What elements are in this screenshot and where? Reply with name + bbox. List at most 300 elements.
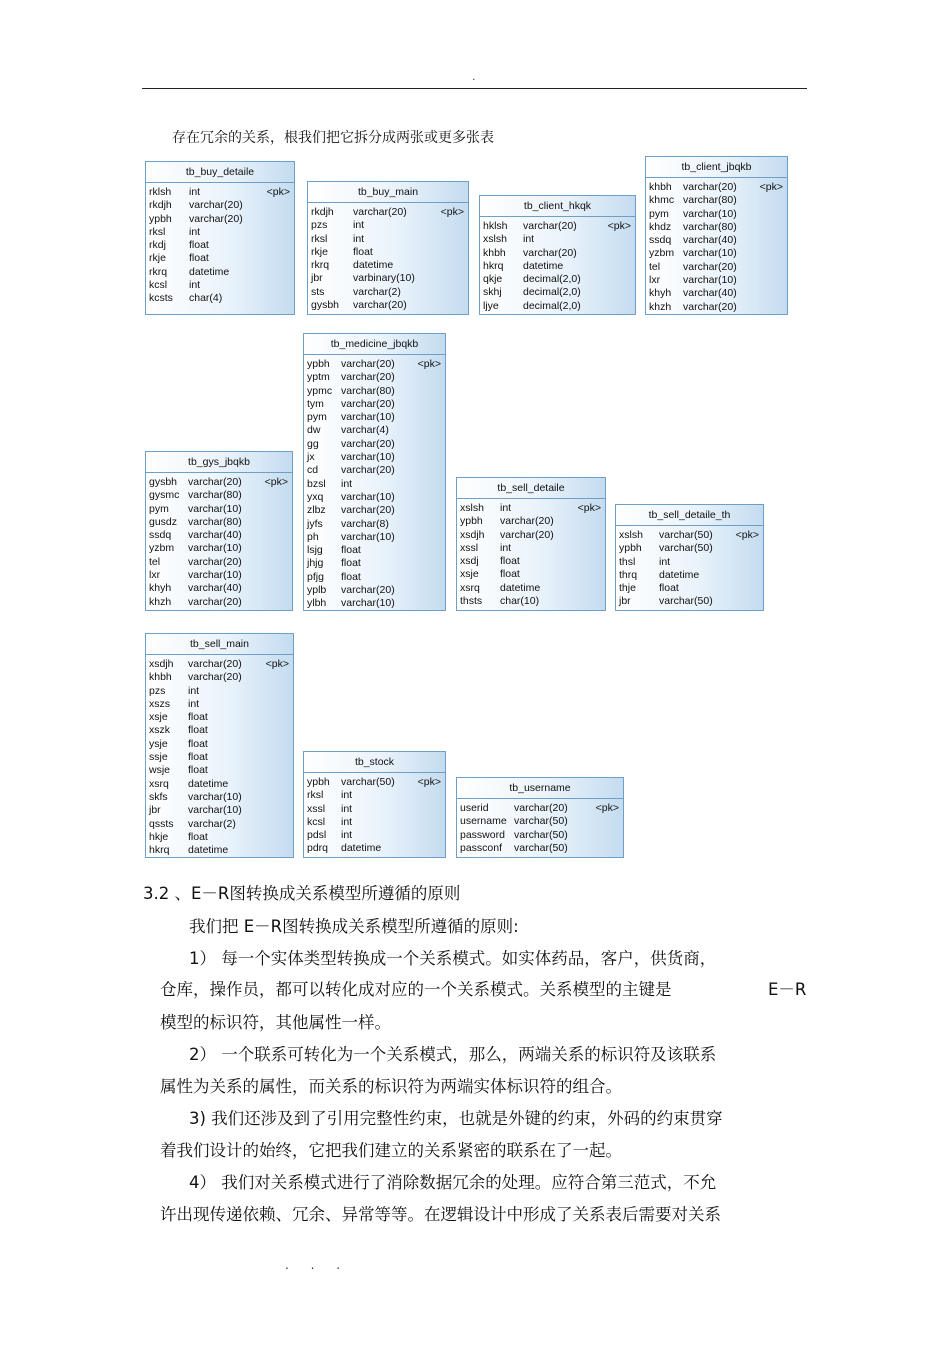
field-type: varchar(20) bbox=[189, 212, 243, 225]
table-row bbox=[149, 199, 290, 212]
field-name: pfjg bbox=[307, 570, 324, 583]
field-name: gysmc bbox=[149, 489, 180, 502]
field-name: xszk bbox=[149, 724, 170, 737]
table-row bbox=[649, 274, 783, 287]
field-type: varchar(10) bbox=[341, 411, 395, 424]
field-type: float bbox=[188, 751, 208, 764]
field-type: varchar(50) bbox=[659, 595, 713, 608]
field-name: pdrq bbox=[307, 842, 329, 855]
field-type: varchar(10) bbox=[341, 451, 395, 464]
field-type: int bbox=[189, 225, 201, 238]
p4-line2: 许出现传递依赖、冗余、异常等等。在逻辑设计中形成了关系表后需要对关系 bbox=[160, 1205, 721, 1224]
table-row bbox=[619, 529, 759, 542]
primary-key-marker: <pk> bbox=[417, 776, 441, 788]
table-row bbox=[311, 219, 464, 232]
primary-key-marker: <pk> bbox=[577, 502, 601, 514]
field-name: qssts bbox=[149, 817, 174, 830]
table-row bbox=[460, 815, 619, 828]
field-type: varchar(20) bbox=[523, 246, 577, 259]
field-type: varchar(2) bbox=[353, 285, 401, 298]
field-type: varchar(10) bbox=[341, 490, 395, 503]
table-row bbox=[460, 842, 619, 855]
field-type: datetime bbox=[353, 259, 394, 272]
field-name: yptm bbox=[307, 371, 330, 384]
field-name: khzh bbox=[149, 595, 172, 608]
field-name: xsje bbox=[149, 711, 168, 724]
table-row bbox=[483, 273, 631, 286]
field-type: float bbox=[341, 557, 361, 570]
table-title: tb_username bbox=[457, 778, 623, 799]
field-type: datetime bbox=[189, 265, 230, 278]
p2-line1: 2） 一个联系可转化为一个关系模式，那么，两端关系的标识符及该联系 bbox=[189, 1045, 717, 1064]
table-row bbox=[649, 221, 783, 234]
primary-key-marker: <pk> bbox=[265, 658, 289, 670]
field-name: qkje bbox=[483, 273, 503, 286]
field-type: varchar(10) bbox=[683, 207, 737, 220]
header-dot: . bbox=[472, 70, 476, 83]
field-name: skhj bbox=[483, 286, 502, 299]
field-name: xssl bbox=[460, 541, 479, 554]
table-tb-buy-main bbox=[307, 181, 469, 315]
field-type: datetime bbox=[523, 259, 564, 272]
field-type: varchar(20) bbox=[514, 802, 568, 814]
field-name: ssje bbox=[149, 751, 168, 764]
table-row bbox=[149, 516, 288, 529]
field-type: varchar(4) bbox=[341, 424, 389, 437]
field-type: varchar(20) bbox=[353, 299, 407, 312]
field-type: varchar(50) bbox=[514, 828, 568, 841]
field-name: rkdj bbox=[149, 239, 166, 252]
table-row bbox=[149, 844, 289, 857]
field-type: float bbox=[341, 544, 361, 557]
field-name: pzs bbox=[149, 684, 166, 697]
field-type: varchar(80) bbox=[683, 194, 737, 207]
field-type: varchar(50) bbox=[659, 542, 713, 555]
field-name: thje bbox=[619, 582, 636, 595]
table-row bbox=[307, 842, 441, 855]
table-row bbox=[307, 557, 441, 570]
table-tb-medicine-jbqkb bbox=[303, 333, 446, 611]
field-type: varchar(20) bbox=[341, 584, 395, 597]
field-type: int bbox=[189, 279, 201, 292]
field-type: float bbox=[188, 711, 208, 724]
field-name: khbh bbox=[149, 671, 172, 684]
table-row bbox=[149, 226, 290, 239]
header-rule bbox=[142, 88, 807, 89]
field-name: lsjg bbox=[307, 544, 323, 557]
p3-line2: 着我们设计的始终，它把我们建立的关系紧密的联系在了一起。 bbox=[160, 1141, 622, 1160]
table-row bbox=[307, 398, 441, 411]
field-type: decimal(2,0) bbox=[523, 299, 581, 312]
field-name: jbr bbox=[619, 595, 631, 608]
field-name: rklsh bbox=[149, 186, 172, 198]
field-type: varchar(20) bbox=[341, 397, 395, 410]
field-type: varchar(10) bbox=[188, 804, 242, 817]
field-type: datetime bbox=[341, 842, 382, 855]
field-type: char(4) bbox=[189, 292, 223, 305]
field-type: varchar(50) bbox=[514, 841, 568, 854]
field-name: rkje bbox=[149, 252, 166, 265]
p1-line3: 模型的标识符，其他属性一样。 bbox=[160, 1013, 391, 1032]
field-type: varchar(2) bbox=[188, 817, 236, 830]
field-name: xsrq bbox=[149, 777, 169, 790]
field-name: rkdjh bbox=[149, 199, 172, 212]
field-type: int bbox=[341, 477, 353, 490]
table-title: tb_sell_detaile bbox=[457, 478, 605, 499]
table-title: tb_sell_detaile_th bbox=[616, 505, 763, 526]
section-intro: 我们把 E－R图转换成关系模型所遵循的原则: bbox=[189, 917, 519, 936]
field-type: varchar(20) bbox=[188, 555, 242, 568]
table-title: tb_sell_main bbox=[146, 634, 293, 655]
field-type: int bbox=[341, 829, 353, 842]
table-row bbox=[149, 279, 290, 292]
table-row bbox=[649, 247, 783, 260]
field-type: varchar(20) bbox=[188, 671, 242, 684]
table-tb-buy-detaile bbox=[145, 161, 295, 315]
table-row bbox=[649, 301, 783, 314]
table-row bbox=[149, 711, 289, 724]
field-type: varchar(50) bbox=[341, 776, 395, 788]
field-name: xsdj bbox=[460, 555, 479, 568]
table-row bbox=[619, 569, 759, 582]
field-name: gusdz bbox=[149, 515, 178, 528]
field-type: varchar(20) bbox=[683, 300, 737, 313]
table-tb-client-jbqkb bbox=[645, 156, 788, 315]
field-name: xsje bbox=[460, 568, 479, 581]
table-row bbox=[149, 738, 289, 751]
field-type: varchar(8) bbox=[341, 517, 389, 530]
field-name: rkrq bbox=[311, 259, 330, 272]
table-row bbox=[483, 286, 631, 299]
table-tb-client-hkqk bbox=[479, 195, 636, 315]
table-row bbox=[307, 776, 441, 789]
p1-line2: 仓库，操作员，都可以转化成对应的一个关系模式。关系模型的主键是 bbox=[160, 980, 672, 999]
field-name: ysje bbox=[149, 737, 168, 750]
primary-key-marker: <pk> bbox=[735, 529, 759, 541]
table-row bbox=[460, 502, 601, 515]
field-name: ssdq bbox=[149, 529, 172, 542]
field-type: int bbox=[659, 555, 671, 568]
field-name: wsje bbox=[149, 764, 171, 777]
field-type: varchar(20) bbox=[188, 658, 242, 670]
table-row bbox=[619, 556, 759, 569]
table-tb-sell-main bbox=[145, 633, 294, 858]
field-type: int bbox=[188, 697, 200, 710]
field-type: int bbox=[523, 233, 535, 246]
field-name: jbr bbox=[149, 804, 161, 817]
field-type: varchar(20) bbox=[341, 358, 395, 370]
field-name: pym bbox=[307, 411, 327, 424]
table-row bbox=[307, 411, 441, 424]
table-row bbox=[311, 246, 464, 259]
primary-key-marker: <pk> bbox=[759, 181, 783, 193]
field-name: yxq bbox=[307, 490, 324, 503]
table-row bbox=[307, 789, 441, 802]
p1-line2-tail: E－R bbox=[768, 980, 807, 999]
table-row bbox=[149, 186, 290, 199]
field-name: password bbox=[460, 828, 505, 841]
field-name: khbh bbox=[649, 181, 672, 193]
field-type: datetime bbox=[188, 844, 229, 857]
field-type: datetime bbox=[188, 777, 229, 790]
table-row bbox=[307, 438, 441, 451]
primary-key-marker: <pk> bbox=[595, 802, 619, 814]
field-type: int bbox=[341, 815, 353, 828]
field-name: hkje bbox=[149, 830, 169, 843]
field-name: hklsh bbox=[483, 220, 508, 232]
field-name: khyh bbox=[649, 287, 672, 300]
field-name: jyfs bbox=[307, 517, 323, 530]
table-row bbox=[460, 529, 601, 542]
p4-line1: 4） 我们对关系模式进行了消除数据冗余的处理。应符合第三范式，不允 bbox=[189, 1173, 717, 1192]
table-row bbox=[460, 582, 601, 595]
table-row bbox=[307, 803, 441, 816]
field-type: varchar(10) bbox=[188, 790, 242, 803]
field-type: float bbox=[500, 555, 520, 568]
table-row bbox=[149, 685, 289, 698]
table-row bbox=[307, 464, 441, 477]
field-type: varbinary(10) bbox=[353, 272, 415, 285]
primary-key-marker: <pk> bbox=[417, 358, 441, 370]
field-type: varchar(50) bbox=[514, 815, 568, 828]
field-type: varchar(80) bbox=[341, 384, 395, 397]
table-row bbox=[307, 371, 441, 384]
field-name: sts bbox=[311, 285, 325, 298]
field-type: varchar(40) bbox=[188, 582, 242, 595]
table-tb-sell-detaile-th bbox=[615, 504, 764, 611]
footer-dots: . . . bbox=[285, 1258, 350, 1272]
field-type: varchar(20) bbox=[500, 515, 554, 528]
table-row bbox=[149, 698, 289, 711]
field-name: ph bbox=[307, 530, 319, 543]
field-name: xsdjh bbox=[149, 658, 174, 670]
field-type: int bbox=[353, 219, 365, 232]
table-row bbox=[649, 234, 783, 247]
field-name: ypbh bbox=[307, 776, 330, 788]
field-type: varchar(20) bbox=[353, 206, 407, 218]
field-name: username bbox=[460, 815, 507, 828]
field-type: varchar(10) bbox=[188, 502, 242, 515]
field-name: ssdq bbox=[649, 234, 672, 247]
table-row bbox=[619, 542, 759, 555]
field-name: rkje bbox=[311, 245, 328, 258]
field-type: varchar(40) bbox=[683, 287, 737, 300]
table-row bbox=[149, 542, 288, 555]
table-row bbox=[460, 515, 601, 528]
field-type: varchar(80) bbox=[188, 515, 242, 528]
field-type: varchar(20) bbox=[683, 181, 737, 193]
table-row bbox=[149, 239, 290, 252]
field-name: xssl bbox=[307, 802, 326, 815]
table-row bbox=[649, 208, 783, 221]
field-type: char(10) bbox=[500, 595, 540, 608]
table-row bbox=[460, 568, 601, 581]
field-type: varchar(20) bbox=[189, 199, 243, 212]
field-type: int bbox=[341, 789, 353, 802]
field-name: thsl bbox=[619, 555, 636, 568]
table-row bbox=[307, 424, 441, 437]
field-name: ypmc bbox=[307, 384, 333, 397]
table-row bbox=[311, 206, 464, 219]
table-row bbox=[307, 584, 441, 597]
field-name: xsdjh bbox=[460, 528, 485, 541]
table-row bbox=[307, 544, 441, 557]
field-name: kcsts bbox=[149, 292, 173, 305]
table-row bbox=[311, 272, 464, 285]
primary-key-marker: <pk> bbox=[440, 206, 464, 218]
table-title: tb_medicine_jbqkb bbox=[304, 334, 445, 355]
table-row bbox=[149, 831, 289, 844]
table-row bbox=[460, 555, 601, 568]
table-row bbox=[149, 764, 289, 777]
field-name: khmc bbox=[649, 194, 675, 207]
field-name: bzsl bbox=[307, 477, 326, 490]
field-type: float bbox=[341, 570, 361, 583]
field-name: hkrq bbox=[149, 844, 170, 857]
field-name: userid bbox=[460, 802, 489, 814]
table-row bbox=[483, 247, 631, 260]
table-row bbox=[149, 266, 290, 279]
field-name: khbh bbox=[483, 246, 506, 259]
table-row bbox=[307, 597, 441, 610]
field-type: int bbox=[188, 684, 200, 697]
field-name: cd bbox=[307, 464, 319, 477]
field-name: rksl bbox=[311, 232, 328, 245]
field-type: varchar(10) bbox=[683, 247, 737, 260]
field-name: xslsh bbox=[619, 529, 643, 541]
table-row bbox=[149, 476, 288, 489]
field-type: varchar(10) bbox=[188, 569, 242, 582]
field-type: varchar(20) bbox=[341, 464, 395, 477]
table-row bbox=[649, 287, 783, 300]
table-row bbox=[149, 582, 288, 595]
primary-key-marker: <pk> bbox=[264, 476, 288, 488]
table-row bbox=[483, 220, 631, 233]
table-row bbox=[307, 451, 441, 464]
field-type: varchar(10) bbox=[341, 597, 395, 610]
table-row bbox=[149, 489, 288, 502]
field-name: thrq bbox=[619, 568, 638, 581]
p3-line1: 3) 我们还涉及到了引用完整性约束，也就是外键的约束，外码的约束贯穿 bbox=[189, 1109, 723, 1128]
table-row bbox=[649, 261, 783, 274]
field-name: gysbh bbox=[311, 299, 340, 312]
table-row bbox=[619, 595, 759, 608]
field-type: float bbox=[188, 764, 208, 777]
field-type: float bbox=[188, 830, 208, 843]
table-row bbox=[311, 286, 464, 299]
table-title: tb_client_hkqk bbox=[480, 196, 635, 217]
field-type: decimal(2,0) bbox=[523, 273, 581, 286]
table-row bbox=[460, 829, 619, 842]
field-name: gg bbox=[307, 437, 319, 450]
table-tb-username bbox=[456, 777, 624, 858]
p2-line2: 属性为关系的属性，而关系的标识符为两端实体标识符的组合。 bbox=[160, 1077, 622, 1096]
table-row bbox=[483, 260, 631, 273]
field-name: ypbh bbox=[619, 542, 642, 555]
table-row bbox=[307, 518, 441, 531]
table-row bbox=[149, 252, 290, 265]
field-name: yplb bbox=[307, 584, 327, 597]
p1-line1: 1） 每一个实体类型转换成一个关系模式。如实体药品，客户，供货商， bbox=[189, 949, 717, 968]
table-row bbox=[149, 292, 290, 305]
field-name: tel bbox=[649, 260, 661, 273]
field-type: float bbox=[188, 737, 208, 750]
field-type: float bbox=[189, 252, 209, 265]
table-row bbox=[149, 556, 288, 569]
field-name: yzbm bbox=[649, 247, 675, 260]
table-title: tb_client_jbqkb bbox=[646, 157, 787, 178]
section-heading: 3.2 、E－R图转换成关系模型所遵循的原则 bbox=[143, 884, 461, 903]
table-row bbox=[149, 503, 288, 516]
field-type: float bbox=[659, 582, 679, 595]
intro-text: 存在冗余的关系，根我们把它拆分成两张或更多张表 bbox=[172, 130, 494, 146]
table-row bbox=[649, 181, 783, 194]
field-name: xslsh bbox=[460, 502, 484, 514]
table-title: tb_stock bbox=[304, 752, 445, 773]
table-row bbox=[149, 569, 288, 582]
field-type: varchar(80) bbox=[683, 220, 737, 233]
field-type: varchar(10) bbox=[341, 530, 395, 543]
field-type: float bbox=[189, 239, 209, 252]
field-name: thsts bbox=[460, 595, 483, 608]
table-row bbox=[649, 194, 783, 207]
field-name: jx bbox=[307, 451, 315, 464]
field-name: dw bbox=[307, 424, 321, 437]
field-type: decimal(2,0) bbox=[523, 286, 581, 299]
table-row bbox=[460, 595, 601, 608]
field-name: tel bbox=[149, 555, 161, 568]
field-name: pdsl bbox=[307, 829, 327, 842]
field-type: varchar(10) bbox=[683, 274, 737, 287]
field-type: int bbox=[353, 232, 365, 245]
field-name: xslsh bbox=[483, 233, 507, 246]
field-name: jhjg bbox=[307, 557, 324, 570]
field-type: varchar(20) bbox=[341, 437, 395, 450]
field-type: varchar(80) bbox=[188, 489, 242, 502]
table-row bbox=[483, 300, 631, 313]
primary-key-marker: <pk> bbox=[607, 220, 631, 232]
field-type: float bbox=[353, 245, 373, 258]
table-title: tb_buy_main bbox=[308, 182, 468, 203]
field-type: varchar(10) bbox=[188, 542, 242, 555]
field-type: varchar(20) bbox=[500, 528, 554, 541]
field-type: datetime bbox=[500, 581, 541, 594]
field-type: float bbox=[188, 724, 208, 737]
field-name: ljye bbox=[483, 299, 499, 312]
field-type: int bbox=[500, 541, 512, 554]
field-name: pym bbox=[149, 502, 169, 515]
table-row bbox=[149, 529, 288, 542]
table-row bbox=[307, 491, 441, 504]
table-row bbox=[149, 778, 289, 791]
table-row bbox=[311, 259, 464, 272]
table-row bbox=[149, 751, 289, 764]
table-row bbox=[149, 596, 288, 609]
field-name: gysbh bbox=[149, 476, 178, 488]
field-type: varchar(20) bbox=[188, 476, 242, 488]
field-type: datetime bbox=[659, 568, 700, 581]
table-row bbox=[307, 358, 441, 371]
field-name: rkrq bbox=[149, 265, 168, 278]
table-row bbox=[619, 582, 759, 595]
field-name: xsrq bbox=[460, 581, 480, 594]
table-row bbox=[311, 233, 464, 246]
field-name: kcsl bbox=[307, 815, 326, 828]
field-name: khzh bbox=[649, 300, 672, 313]
field-type: int bbox=[500, 502, 512, 514]
field-name: khdz bbox=[649, 220, 672, 233]
table-row bbox=[149, 804, 289, 817]
